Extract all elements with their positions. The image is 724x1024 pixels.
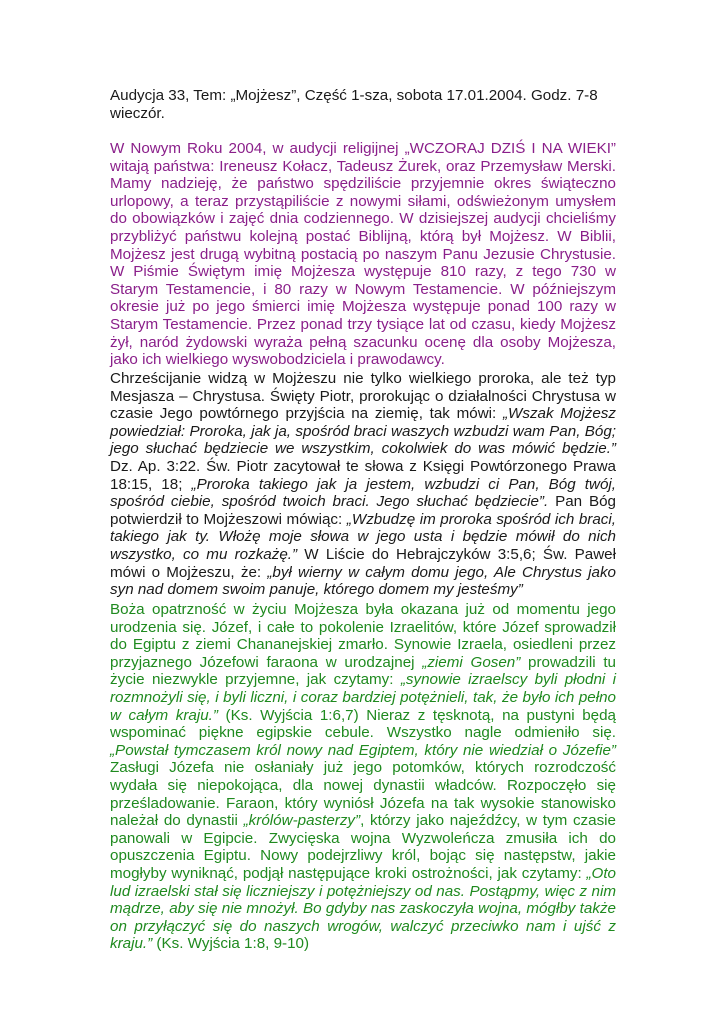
document-header: Audycja 33, Tem: „Mojżesz”, Część 1-sza, sobota 17.01.2004. Godz. 7-8 wieczór. <box>110 87 598 122</box>
body-text: Pan Bóg potwierdził to Mojżeszowi mówiąc: <box>110 493 616 528</box>
body-text: Dz. Ap. 3:22. Św. Piotr zacytował te słowa z Księgi Powtórzonego Prawa 18:15, 18; <box>110 457 616 493</box>
body-text: prowadzili tu życie niezwykle przyjemne, jak czytamy: <box>110 653 616 689</box>
body-text: Chrześcijanie widzą w Mojżeszu nie tylko wielkiego proroka, ale też typ Mesjasza – Chrystusa. Święty Piotr, prorokując o działalności Chrystusa w czasie Jego powtórnego przyjścia na ziemię, tak mówi: <box>110 370 616 423</box>
quotation-text: „królów-pasterzy” <box>243 812 361 830</box>
paragraph-intro <box>110 140 616 369</box>
paragraph-moses-prophet <box>110 370 616 599</box>
quotation-text: „Powstał tymczasem król nowy nad Egiptem, który nie wiedział o Józefie” <box>110 741 616 759</box>
body-text: , którzy jako najeźdźcy, w tym czasie panowali w Egipcie. Zwycięska wojna Wyzwoleńcza zmusiła ich do opuszczenia Egiptu. Nowy podejrzliwy król, bojąc się następstw, jakie mogłyby wyniknąć, podjął następujące kroki ostrożności, jak czytamy: <box>110 812 616 882</box>
body-text: Zasługi Józefa nie osłaniały już jego potomków, których rozrodczość wydała się niepokojąca, dla nowej dynastii władców. Rozpoczęło się prześladowanie. Faraon, który wyniósł Józefa na tak wysokie stanowisko należał do dynastii <box>110 759 616 830</box>
paragraph-providence <box>110 601 616 953</box>
body-text: W Liście do Hebrajczyków 3:5,6; Św. Paweł mówi o Mojżeszu, że: <box>110 545 616 581</box>
body-text: (Ks. Wyjścia 1:8, 9-10) <box>152 935 310 953</box>
quotation-text: „był wierny w całym domu jego, Ale Chrystus jako syn nad domem swoim panuje, którego domem my jesteśmy” <box>110 563 616 599</box>
body-text: (Ks. Wyjścia 1:6,7) Nieraz z tęsknotą, na pustyni będą wspominać piękne egipskie cebule. Wszystko nagle odmieniło się. <box>110 706 617 742</box>
quotation-text: „synowie izraelscy byli płodni i rozmnożyli się, i byli liczni, i coraz bardziej potężnieli, tak, że było ich pełno w całym kraju.” <box>110 671 617 724</box>
quotation-text: „Wszak Mojżesz powiedział: Proroka, jak ja, spośród braci waszych wzbudzi wam Pan, Bóg; jego słuchać będziecie we wszystkim, cokolwiek do was mówić będzie.” <box>110 405 616 458</box>
quotation-text: „Oto lud izraelski stał się liczniejszy i potężniejszy od nas. Postąpmy, więc z nim mądrze, aby się nie mnożył. Bo gdyby nas zaskoczyła wojna, mógłby także on przyłączyć się do naszych wrogów, walczyć przeciwko nam i ujść z kraju.” <box>110 864 616 953</box>
quotation-text: „Proroka takiego jak ja jestem, wzbudzi ci Pan, Bóg twój, spośród ciebie, spośród twoich braci. Jego słuchać będziecie”. <box>110 475 616 511</box>
body-text: W Nowym Roku 2004, w audycji religijnej „WCZORAJ DZIŚ I NA WIEKI” witają państwa: Ireneusz Kołacz, Tadeusz Żurek, oraz Przemysław Merski. Mamy nadzieję, że państwo spędziliście przyjemnie okres świąteczno urlopowy, a teraz przystąpiliście z nowymi siłami, odświeżonym umysłem do obowiązków i zajęć dnia codziennego. W dzisiejszej audycji chcieliśmy przybliżyć państwu kolejną postać Biblijną, którą był Mojżesz. W Biblii, Mojżesz jest drugą wybitną postacią po naszym Panu Jezusie Chrystusie. W Piśmie Świętym imię Mojżesza występuje 810 razy, z tego 730 w Starym Testamencie, i 80 razy w Nowym Testamencie. W późniejszym okresie już po jego śmierci imię Mojżesza występuje ponad 100 razy w Starym Testamencie. Przez ponad trzy tysiące lat od czasu, kiedy Mojżesz żył, naród żydowski wyraża pełną szacunku ocenę dla osoby Mojżesza, jako ich wielkiego wyswobodziciela i prawodawcy. <box>110 140 616 369</box>
body-text: Boża opatrzność w życiu Mojżesza była okazana już od momentu jego urodzenia się. Józef, i całe to pokolenie Izraelitów, które Józef sprowadził do Egiptu z ziemi Chananejskiej zmarło. Synowie Izraela, osiedleni przez przyjaznego Józefowi faraona w urodzajnej <box>110 601 616 671</box>
quotation-text: „Wzbudzę im proroka spośród ich braci, takiego jak ty. Włożę moje słowa w jego usta i będzie mówił do nich wszystko, co mu rozkażę.” <box>110 510 616 563</box>
quotation-text: „ziemi Gosen” <box>422 653 521 671</box>
